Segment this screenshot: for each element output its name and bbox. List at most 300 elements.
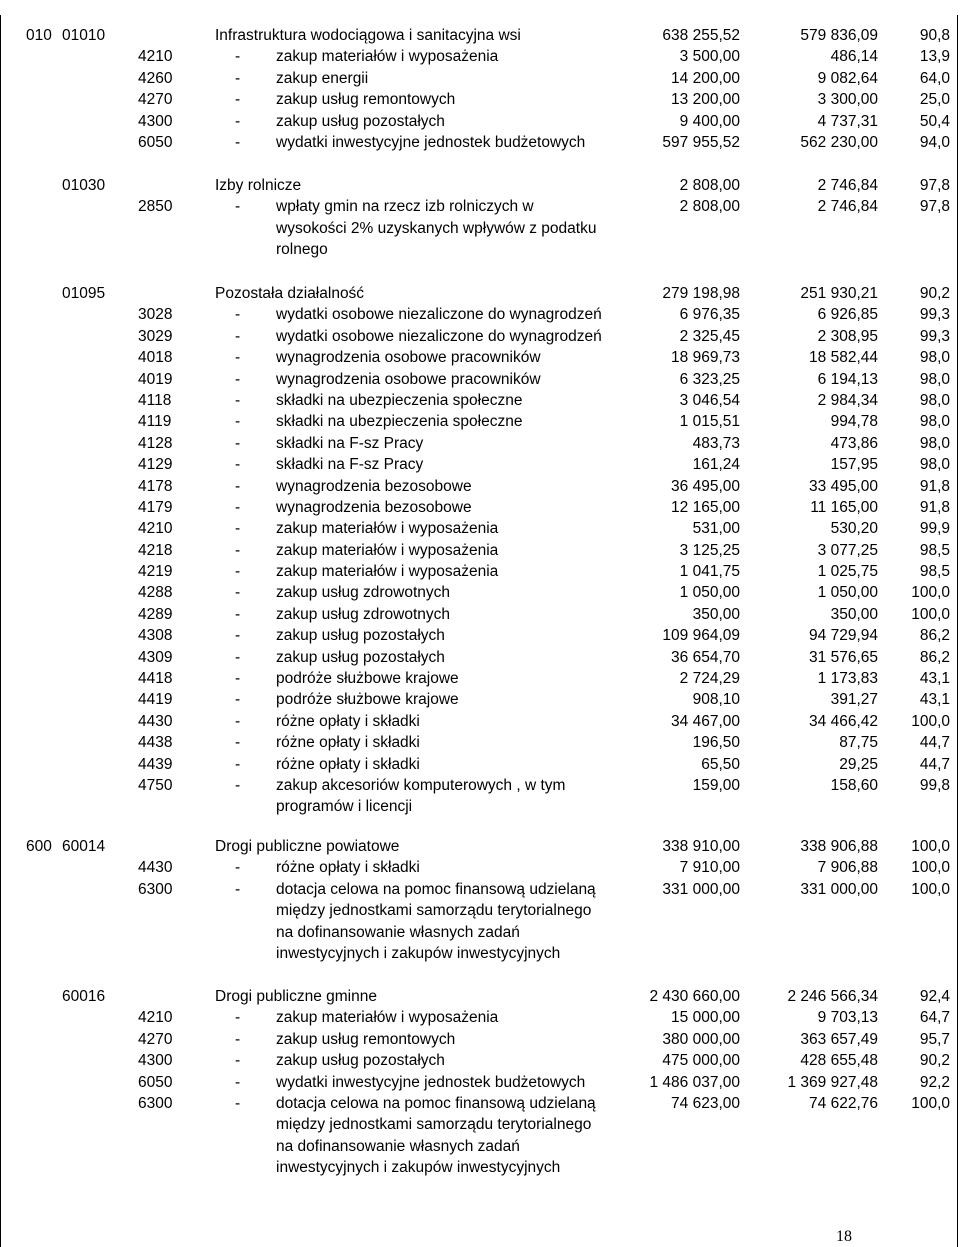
- table-row: [0, 1007, 960, 1028]
- dzial-code: 600: [26, 838, 52, 855]
- table-row-continuation: [0, 943, 960, 964]
- item-description: zakup usług pozostałych: [276, 1052, 445, 1070]
- table-row: [0, 689, 960, 710]
- paragraf-code: 6300: [138, 1094, 173, 1112]
- execution-value: 3 077,25: [817, 541, 878, 559]
- item-dash: -: [235, 627, 241, 645]
- percent-value: 98,0: [919, 370, 950, 388]
- plan-value: 2 808,00: [679, 198, 740, 216]
- percent-value: 90,2: [919, 285, 950, 302]
- percent-value: 99,9: [919, 520, 950, 538]
- percent-value: 91,8: [919, 477, 950, 495]
- item-dash: -: [235, 605, 241, 623]
- paragraf-code: 4119: [138, 413, 172, 431]
- table-row: [0, 775, 960, 796]
- item-dash: -: [235, 327, 241, 345]
- table-row: [0, 454, 960, 475]
- table-row-continuation: [0, 239, 960, 260]
- section-title: Drogi publiczne powiatowe: [215, 838, 400, 855]
- table-row: [0, 518, 960, 539]
- plan-value: 2 430 660,00: [649, 988, 740, 1005]
- percent-value: 97,8: [919, 198, 950, 216]
- item-description: podróże służbowe krajowe: [276, 691, 459, 709]
- plan-value: 161,24: [692, 456, 740, 474]
- item-description: składki na ubezpieczenia społeczne: [276, 413, 523, 431]
- execution-value: 331 000,00: [800, 880, 878, 898]
- page-number: 18: [836, 1228, 852, 1245]
- execution-value: 4 737,31: [817, 112, 878, 130]
- plan-value: 1 486 037,00: [649, 1073, 740, 1091]
- execution-value: 579 836,09: [800, 27, 878, 44]
- item-dash: -: [235, 734, 241, 752]
- section-header-row: [0, 25, 960, 46]
- paragraf-code: 4419: [138, 691, 173, 709]
- execution-value: 350,00: [830, 605, 878, 623]
- execution-value: 1 369 927,48: [787, 1073, 878, 1091]
- paragraf-code: 4438: [138, 734, 173, 752]
- table-row: [0, 561, 960, 582]
- execution-value: 428 655,48: [800, 1052, 878, 1070]
- execution-value: 74 622,76: [809, 1094, 878, 1112]
- percent-value: 98,5: [919, 541, 950, 559]
- table-row-continuation: [0, 1114, 960, 1135]
- item-description: różne opłaty i składki: [276, 712, 420, 730]
- paragraf-code: 4179: [138, 498, 173, 516]
- execution-value: 338 906,88: [800, 838, 878, 855]
- plan-value: 1 050,00: [679, 584, 740, 602]
- table-row: [0, 711, 960, 732]
- percent-value: 98,0: [919, 391, 950, 409]
- plan-value: 483,73: [692, 434, 740, 452]
- section-header-row: [0, 836, 960, 857]
- item-dash: -: [235, 370, 241, 388]
- item-dash: -: [235, 541, 241, 559]
- percent-value: 97,8: [919, 177, 950, 194]
- execution-value: 31 576,65: [809, 648, 878, 666]
- percent-value: 98,0: [919, 349, 950, 367]
- percent-value: 100,0: [911, 605, 950, 623]
- percent-value: 98,5: [919, 563, 950, 581]
- table-row: [0, 89, 960, 110]
- paragraf-code: 4309: [138, 648, 173, 666]
- item-description-continued: na dofinansowanie własnych zadań: [276, 1137, 520, 1155]
- table-row: [0, 369, 960, 390]
- paragraf-code: 4118: [138, 391, 172, 409]
- execution-value: 473,86: [830, 434, 878, 452]
- plan-value: 331 000,00: [662, 880, 740, 898]
- execution-value: 6 194,13: [817, 370, 878, 388]
- item-dash: -: [235, 691, 241, 709]
- item-description: zakup usług pozostałych: [276, 648, 445, 666]
- percent-value: 94,0: [919, 133, 950, 151]
- paragraf-code: 4210: [138, 520, 173, 538]
- item-dash: -: [235, 755, 241, 773]
- item-description: składki na ubezpieczenia społeczne: [276, 391, 523, 409]
- percent-value: 98,0: [919, 434, 950, 452]
- percent-value: 100,0: [911, 1094, 950, 1112]
- paragraf-code: 4430: [138, 859, 173, 877]
- section-01030: [0, 175, 960, 261]
- percent-value: 95,7: [919, 1030, 950, 1048]
- plan-value: 3 125,25: [679, 541, 740, 559]
- execution-value: 391,27: [830, 691, 878, 709]
- percent-value: 100,0: [911, 859, 950, 877]
- paragraf-code: 4270: [138, 91, 173, 109]
- execution-value: 530,20: [830, 520, 878, 538]
- table-row: [0, 857, 960, 878]
- plan-value: 15 000,00: [671, 1009, 740, 1027]
- rozdzial-code: 60016: [62, 988, 106, 1005]
- item-description: zakup akcesoriów komputerowych , w tym: [276, 776, 566, 794]
- item-description: zakup usług remontowych: [276, 91, 456, 109]
- item-dash: -: [235, 133, 241, 151]
- execution-value: 29,25: [839, 755, 878, 773]
- item-dash: -: [235, 1009, 241, 1027]
- percent-value: 91,8: [919, 498, 950, 516]
- execution-value: 562 230,00: [800, 133, 878, 151]
- paragraf-code: 4439: [138, 755, 173, 773]
- table-row: [0, 46, 960, 67]
- item-dash: -: [235, 456, 241, 474]
- execution-value: 251 930,21: [800, 285, 878, 302]
- item-dash: -: [235, 413, 241, 431]
- execution-value: 2 746,84: [817, 177, 878, 194]
- item-description: wynagrodzenia osobowe pracowników: [276, 370, 541, 388]
- execution-value: 157,95: [830, 456, 878, 474]
- percent-value: 44,7: [919, 734, 950, 752]
- table-row: [0, 132, 960, 153]
- table-row: [0, 582, 960, 603]
- plan-value: 2 325,45: [679, 327, 740, 345]
- item-description: zakup materiałów i wyposażenia: [276, 48, 499, 66]
- paragraf-code: 4430: [138, 712, 173, 730]
- percent-value: 64,0: [919, 69, 950, 87]
- paragraf-code: 4178: [138, 477, 173, 495]
- plan-value: 12 165,00: [671, 498, 740, 516]
- item-description: wynagrodzenia bezosobowe: [276, 477, 472, 495]
- execution-value: 2 308,95: [817, 327, 878, 345]
- plan-value: 279 198,98: [662, 285, 740, 302]
- plan-value: 6 323,25: [679, 370, 740, 388]
- item-dash: -: [235, 349, 241, 367]
- table-row-continuation: [0, 1136, 960, 1157]
- paragraf-code: 4210: [138, 1009, 173, 1027]
- rozdzial-code: 01010: [62, 27, 106, 44]
- paragraf-code: 4288: [138, 584, 173, 602]
- item-description: różne opłaty i składki: [276, 859, 420, 877]
- plan-value: 6 976,35: [679, 306, 740, 324]
- plan-value: 380 000,00: [662, 1030, 740, 1048]
- table-row: [0, 668, 960, 689]
- execution-value: 1 050,00: [817, 584, 878, 602]
- plan-value: 1 015,51: [679, 413, 740, 431]
- percent-value: 92,2: [919, 1073, 950, 1091]
- execution-value: 1 025,75: [817, 563, 878, 581]
- paragraf-code: 4128: [138, 434, 173, 452]
- item-dash: -: [235, 712, 241, 730]
- section-60016: [0, 986, 960, 1179]
- item-dash: -: [235, 1052, 241, 1070]
- percent-value: 50,4: [919, 112, 950, 130]
- table-row: [0, 879, 960, 900]
- rozdzial-code: 60014: [62, 838, 106, 855]
- item-description-continued: inwestycyjnych i zakupów inwestycyjnych: [276, 944, 561, 962]
- item-description: wpłaty gmin na rzecz izb rolniczych w: [276, 198, 534, 216]
- item-description-continued: między jednostkami samorządu terytorialnego: [276, 1116, 592, 1134]
- execution-value: 1 173,83: [817, 670, 878, 688]
- percent-value: 25,0: [919, 91, 950, 109]
- item-dash: -: [235, 880, 241, 898]
- execution-value: 486,14: [830, 48, 878, 66]
- item-dash: -: [235, 48, 241, 66]
- table-row: [0, 625, 960, 646]
- item-description-continued: programów i licencji: [276, 798, 413, 816]
- plan-value: 13 200,00: [671, 91, 740, 109]
- section-header-row: [0, 986, 960, 1007]
- plan-value: 65,50: [701, 755, 740, 773]
- item-description: podróże służbowe krajowe: [276, 670, 459, 688]
- execution-value: 94 729,94: [809, 627, 878, 645]
- table-row: [0, 111, 960, 132]
- plan-value: 34 467,00: [671, 712, 740, 730]
- paragraf-code: 4308: [138, 627, 173, 645]
- table-row-continuation: [0, 922, 960, 943]
- percent-value: 99,8: [919, 776, 950, 794]
- item-description: wydatki inwestycyjne jednostek budżetowych: [276, 1073, 586, 1091]
- item-dash: -: [235, 520, 241, 538]
- item-description: różne opłaty i składki: [276, 755, 420, 773]
- item-description: składki na F-sz Pracy: [276, 456, 424, 474]
- section-01095: [0, 283, 960, 818]
- plan-value: 475 000,00: [662, 1052, 740, 1070]
- item-description-continued: inwestycyjnych i zakupów inwestycyjnych: [276, 1159, 561, 1177]
- execution-value: 3 300,00: [817, 91, 878, 109]
- table-row-continuation: [0, 218, 960, 239]
- item-description: zakup energii: [276, 69, 369, 87]
- percent-value: 90,2: [919, 1052, 950, 1070]
- paragraf-code: 2850: [138, 198, 173, 216]
- paragraf-code: 4270: [138, 1030, 173, 1048]
- item-description: wynagrodzenia osobowe pracowników: [276, 349, 541, 367]
- percent-value: 99,3: [919, 306, 950, 324]
- percent-value: 92,4: [919, 988, 950, 1005]
- percent-value: 13,9: [919, 48, 950, 66]
- table-row: [0, 68, 960, 89]
- item-dash: -: [235, 477, 241, 495]
- section-title: Infrastruktura wodociągowa i sanitacyjna wsi: [215, 27, 521, 44]
- percent-value: 100,0: [911, 584, 950, 602]
- paragraf-code: 4129: [138, 456, 173, 474]
- item-dash: -: [235, 112, 241, 130]
- item-description: wydatki osobowe niezaliczone do wynagrodzeń: [276, 306, 602, 324]
- percent-value: 100,0: [911, 712, 950, 730]
- plan-value: 597 955,52: [662, 133, 740, 151]
- percent-value: 99,3: [919, 327, 950, 345]
- item-dash: -: [235, 498, 241, 516]
- item-dash: -: [235, 563, 241, 581]
- table-row: [0, 1072, 960, 1093]
- item-dash: -: [235, 306, 241, 324]
- execution-value: 11 165,00: [810, 498, 878, 516]
- plan-value: 9 400,00: [679, 112, 740, 130]
- item-description: zakup usług zdrowotnych: [276, 584, 451, 602]
- paragraf-code: 6050: [138, 133, 173, 151]
- paragraf-code: 6050: [138, 1073, 173, 1091]
- item-description-continued: wysokości 2% uzyskanych wpływów z podatku: [276, 219, 597, 237]
- plan-value: 159,00: [692, 776, 740, 794]
- table-row: [0, 604, 960, 625]
- item-description: zakup materiałów i wyposażenia: [276, 1009, 499, 1027]
- paragraf-code: 4300: [138, 1052, 173, 1070]
- plan-value: 350,00: [692, 605, 740, 623]
- item-description: zakup materiałów i wyposażenia: [276, 520, 499, 538]
- paragraf-code: 6300: [138, 880, 173, 898]
- table-row: [0, 732, 960, 753]
- item-dash: -: [235, 648, 241, 666]
- section-header-row: [0, 175, 960, 196]
- item-description: zakup usług zdrowotnych: [276, 605, 451, 623]
- percent-value: 44,7: [919, 755, 950, 773]
- percent-value: 43,1: [919, 691, 950, 709]
- table-row: [0, 476, 960, 497]
- percent-value: 86,2: [919, 627, 950, 645]
- plan-value: 3 046,54: [679, 391, 740, 409]
- item-dash: -: [235, 859, 241, 877]
- table-row: [0, 196, 960, 217]
- table-row: [0, 1029, 960, 1050]
- plan-value: 338 910,00: [662, 838, 740, 855]
- execution-value: 2 746,84: [817, 198, 878, 216]
- item-dash: -: [235, 69, 241, 87]
- paragraf-code: 4418: [138, 670, 173, 688]
- section-header-row: [0, 283, 960, 304]
- percent-value: 98,0: [919, 456, 950, 474]
- table-row: [0, 647, 960, 668]
- plan-value: 531,00: [692, 520, 740, 538]
- item-description: zakup materiałów i wyposażenia: [276, 563, 499, 581]
- item-description: składki na F-sz Pracy: [276, 434, 424, 452]
- item-description: zakup materiałów i wyposażenia: [276, 541, 499, 559]
- item-dash: -: [235, 584, 241, 602]
- paragraf-code: 4300: [138, 112, 173, 130]
- plan-value: 908,10: [692, 691, 740, 709]
- percent-value: 100,0: [911, 838, 950, 855]
- table-row: [0, 1093, 960, 1114]
- paragraf-code: 4210: [138, 48, 173, 66]
- plan-value: 109 964,09: [662, 627, 740, 645]
- item-description: wynagrodzenia bezosobowe: [276, 498, 472, 516]
- table-row: [0, 433, 960, 454]
- item-description: zakup usług pozostałych: [276, 627, 445, 645]
- table-row: [0, 326, 960, 347]
- table-row: [0, 497, 960, 518]
- plan-value: 196,50: [692, 734, 740, 752]
- table-row-continuation: [0, 1157, 960, 1178]
- execution-value: 2 984,34: [817, 391, 878, 409]
- execution-value: 2 246 566,34: [787, 988, 878, 1005]
- item-dash: -: [235, 91, 241, 109]
- item-description: wydatki inwestycyjne jednostek budżetowych: [276, 133, 586, 151]
- item-dash: -: [235, 670, 241, 688]
- table-row: [0, 390, 960, 411]
- item-description-continued: rolnego: [276, 241, 328, 259]
- paragraf-code: 4019: [138, 370, 173, 388]
- execution-value: 7 906,88: [817, 859, 878, 877]
- item-dash: -: [235, 1030, 241, 1048]
- plan-value: 3 500,00: [679, 48, 740, 66]
- rozdzial-code: 01030: [62, 177, 106, 194]
- table-row-continuation: [0, 796, 960, 817]
- item-description: zakup usług pozostałych: [276, 112, 445, 130]
- plan-value: 74 623,00: [671, 1094, 740, 1112]
- plan-value: 7 910,00: [679, 859, 740, 877]
- paragraf-code: 4218: [138, 541, 173, 559]
- paragraf-code: 4289: [138, 605, 173, 623]
- table-row: [0, 540, 960, 561]
- section-60014: [0, 836, 960, 964]
- table-row-continuation: [0, 900, 960, 921]
- plan-value: 18 969,73: [671, 349, 740, 367]
- execution-value: 34 466,42: [809, 712, 878, 730]
- plan-value: 638 255,52: [662, 27, 740, 44]
- paragraf-code: 3029: [138, 327, 173, 345]
- percent-value: 86,2: [919, 648, 950, 666]
- plan-value: 2 724,29: [679, 670, 740, 688]
- percent-value: 64,7: [919, 1009, 950, 1027]
- table-row: [0, 347, 960, 368]
- item-description: dotacja celowa na pomoc finansową udzielaną: [276, 1094, 596, 1112]
- table-row: [0, 411, 960, 432]
- execution-value: 33 495,00: [809, 477, 878, 495]
- rozdzial-code: 01095: [62, 285, 106, 302]
- plan-value: 36 654,70: [671, 648, 740, 666]
- execution-value: 363 657,49: [800, 1030, 878, 1048]
- plan-value: 1 041,75: [679, 563, 740, 581]
- paragraf-code: 4260: [138, 69, 173, 87]
- item-description: zakup usług remontowych: [276, 1030, 456, 1048]
- execution-value: 9 082,64: [817, 69, 878, 87]
- paragraf-code: 4018: [138, 349, 173, 367]
- execution-value: 9 703,13: [817, 1009, 878, 1027]
- section-01010: [0, 25, 960, 153]
- percent-value: 100,0: [911, 880, 950, 898]
- plan-value: 14 200,00: [671, 69, 740, 87]
- execution-value: 87,75: [839, 734, 878, 752]
- table-row: [0, 754, 960, 775]
- plan-value: 2 808,00: [679, 177, 740, 194]
- section-title: Pozostała działalność: [215, 285, 365, 302]
- paragraf-code: 4750: [138, 776, 173, 794]
- execution-value: 994,78: [830, 413, 878, 431]
- item-dash: -: [235, 1094, 241, 1112]
- paragraf-code: 4219: [138, 563, 173, 581]
- execution-value: 158,60: [830, 776, 878, 794]
- plan-value: 36 495,00: [671, 477, 740, 495]
- percent-value: 90,8: [919, 27, 950, 44]
- section-title: Drogi publiczne gminne: [215, 988, 377, 1005]
- item-description: wydatki osobowe niezaliczone do wynagrodzeń: [276, 327, 602, 345]
- execution-value: 6 926,85: [817, 306, 878, 324]
- execution-value: 18 582,44: [809, 349, 878, 367]
- item-description-continued: między jednostkami samorządu terytorialnego: [276, 902, 592, 920]
- table-row: [0, 1050, 960, 1071]
- table-row: [0, 304, 960, 325]
- item-description-continued: na dofinansowanie własnych zadań: [276, 923, 520, 941]
- paragraf-code: 3028: [138, 306, 173, 324]
- percent-value: 43,1: [919, 670, 950, 688]
- item-dash: -: [235, 776, 241, 794]
- section-title: Izby rolnicze: [215, 177, 302, 194]
